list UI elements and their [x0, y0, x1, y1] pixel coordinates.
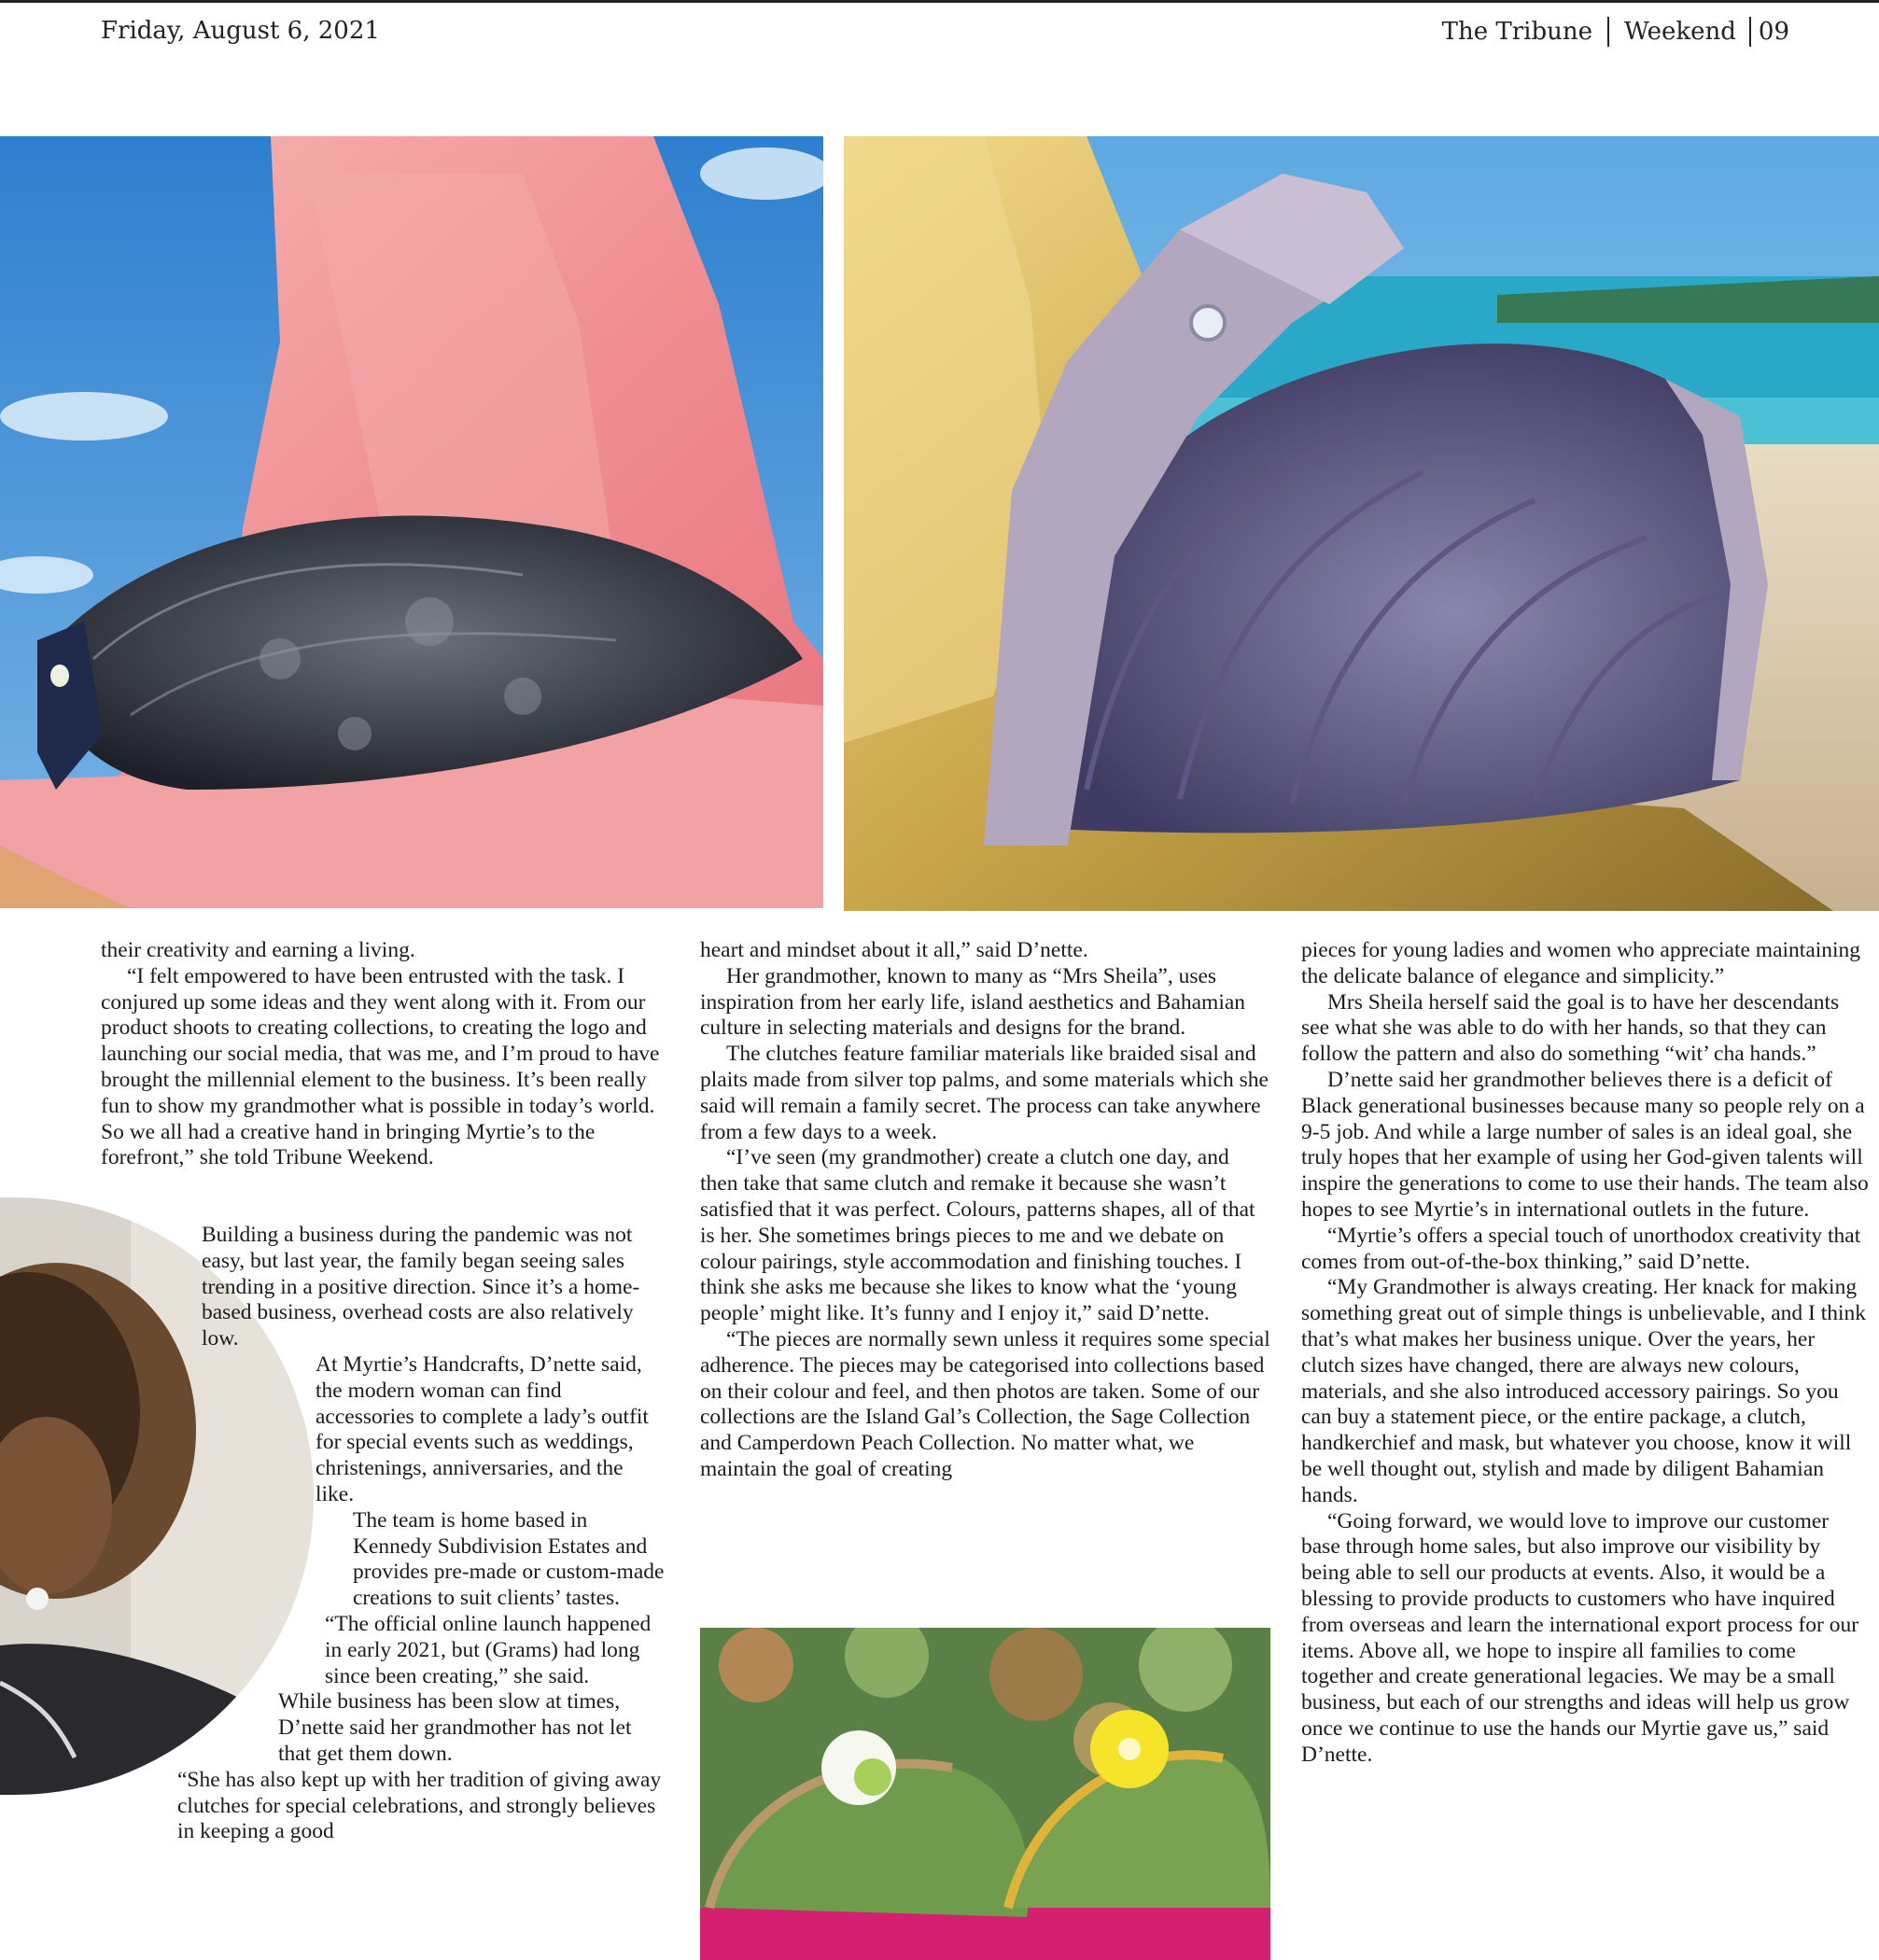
photo-black-lace-clutch — [0, 136, 823, 908]
paragraph: While business has been slow at times, D’nette said her grandmother has not let that get them down. — [278, 1689, 632, 1766]
paragraph: heart and mindset about it all,” said D’nette. — [700, 938, 1088, 962]
masthead-divider — [1749, 17, 1751, 47]
paragraph: “The pieces are normally sewn unless it requires some special adherence. The pieces may be categorised into collections based on their colour and feel, and then photos are taken. Some of our collections are the Island Gal’s Collection, the Sage Collection and Camperdown Peach Collection. No matter what, we maintain the goal of creating — [700, 1326, 1270, 1481]
paragraph: D’nette said her grandmother believes there is a deficit of Black generational businesses because many so people rely on a 9-5 job. And while a large number of sales is an ideal goal, she truly hopes that her example of using her God-given talents will inspire the generations to come to use their hands. The team also hopes to see Myrtie’s in international outlets in the future. — [1301, 1067, 1869, 1222]
article-column-2 — [700, 938, 1271, 1612]
paragraph: “Myrtie’s offers a special touch of unorthodox creativity that comes from out-of-the-box thinking,” said D’nette. — [1301, 1223, 1861, 1274]
paragraph: Building a business during the pandemic was not easy, but last year, the family began seeing sales trending in a positive direction. Since it’s a home-based business, overhead costs are also relatively low. — [202, 1223, 640, 1351]
masthead — [1442, 17, 1789, 47]
article-column-1-wrapped — [131, 1223, 665, 1960]
paragraph: pieces for young ladies and women who appreciate maintaining the delicate balance of elegance and simplicity.” — [1301, 938, 1861, 988]
paragraph: The clutches feature familiar materials like braided sisal and plaits made from silver top palms, and some materials which she said will remain a family secret. The process can take anywhere from a few days to a week. — [700, 1042, 1269, 1144]
paragraph: Her grandmother, known to many as “Mrs Sheila”, uses inspiration from her early life, island aesthetics and Bahamian culture in selecting materials and designs for the brand. — [700, 963, 1246, 1041]
article-column-1 — [101, 938, 665, 1171]
masthead-divider — [1607, 17, 1609, 47]
top-rule — [0, 0, 1879, 3]
paragraph: their creativity and earning a living. — [101, 938, 415, 962]
issue-date: Friday, August 6, 2021 — [101, 17, 380, 45]
paragraph: “Going forward, we would love to improve our customer base through home sales, but also improve our visibility by being able to sell our products at events. Also, it would be a blessing to provide products to customers who have inquired from overseas and learn the international export process for our items. Above all, we hope to inspire all families to come together and create generational legacies. We may be a small business, but each of our strengths and ideas will help us grow once we continue to use the hands our Myrtie gave us,” said D’nette. — [1301, 1508, 1859, 1767]
photo-lavender-woven-clutch — [844, 136, 1879, 911]
paragraph: “I felt empowered to have been entrusted with the task. I conjured up some ideas and they went along with it. From our product shoots to creating collections, to creating the logo and launching our social media, that was me, and I’m proud to have brought the millennial element to the business. It’s been really fun to show my grandmother what is possible in today’s world. So we all had a creative hand in bringing Myrtie’s to the forefront,” she told Tribune Weekend. — [101, 963, 660, 1170]
photo-green-clutches — [700, 1628, 1270, 1960]
publication-name: The Tribune — [1441, 18, 1592, 46]
paragraph: “She has also kept up with her tradition of giving away clutches for special celebrations, and strongly believes in keeping a good — [177, 1767, 662, 1844]
paragraph: Mrs Sheila herself said the goal is to have her descendants see what she was able to do with her hands, so that they can follow the pattern and also do something “wit’ cha hands.” — [1301, 989, 1840, 1067]
section-name: Weekend — [1623, 18, 1736, 46]
article-column-3 — [1301, 938, 1872, 1960]
paragraph: At Myrtie’s Handcrafts, D’nette said, the modern woman can find accessories to complete a lady’s outfit for special events such as weddings, christenings, anniversaries, and the like. — [316, 1351, 649, 1506]
page-number: 09 — [1758, 18, 1789, 46]
wrapped-paragraphs — [131, 1223, 665, 1845]
paragraph: “My Grandmother is always creating. Her knack for making something great out of simple things is unbelievable, and I think that’s what makes her business unique. Over the years, her clutch sizes have changed, there are always new colours, materials, and she also introduced accessory pairings. So you can buy a statement piece, or the entire package, a clutch, handkerchief and mask, but whatever you choose, know it will be well thought out, stylish and made by diligent Bahamian hands. — [1301, 1275, 1867, 1507]
paragraph: The team is home based in Kennedy Subdivision Estates and provides pre-made or custom-made creations to suit clients’ tastes. — [353, 1507, 665, 1611]
paragraph: “I’ve seen (my grandmother) create a clutch one day, and then take that same clutch and remake it because she wasn’t satisfied that it was perfect. Colours, patterns shapes, all of that is her. She sometimes brings pieces to me and we debate on colour pairings, style accommodation and finishing touches. I think she asks me because she likes to know what the ‘young people’ might like. It’s funny and I enjoy it,” said D’nette. — [700, 1145, 1255, 1326]
paragraph: “The official online launch happened in early 2021, but (Grams) had long since been creating,” she said. — [325, 1611, 652, 1688]
